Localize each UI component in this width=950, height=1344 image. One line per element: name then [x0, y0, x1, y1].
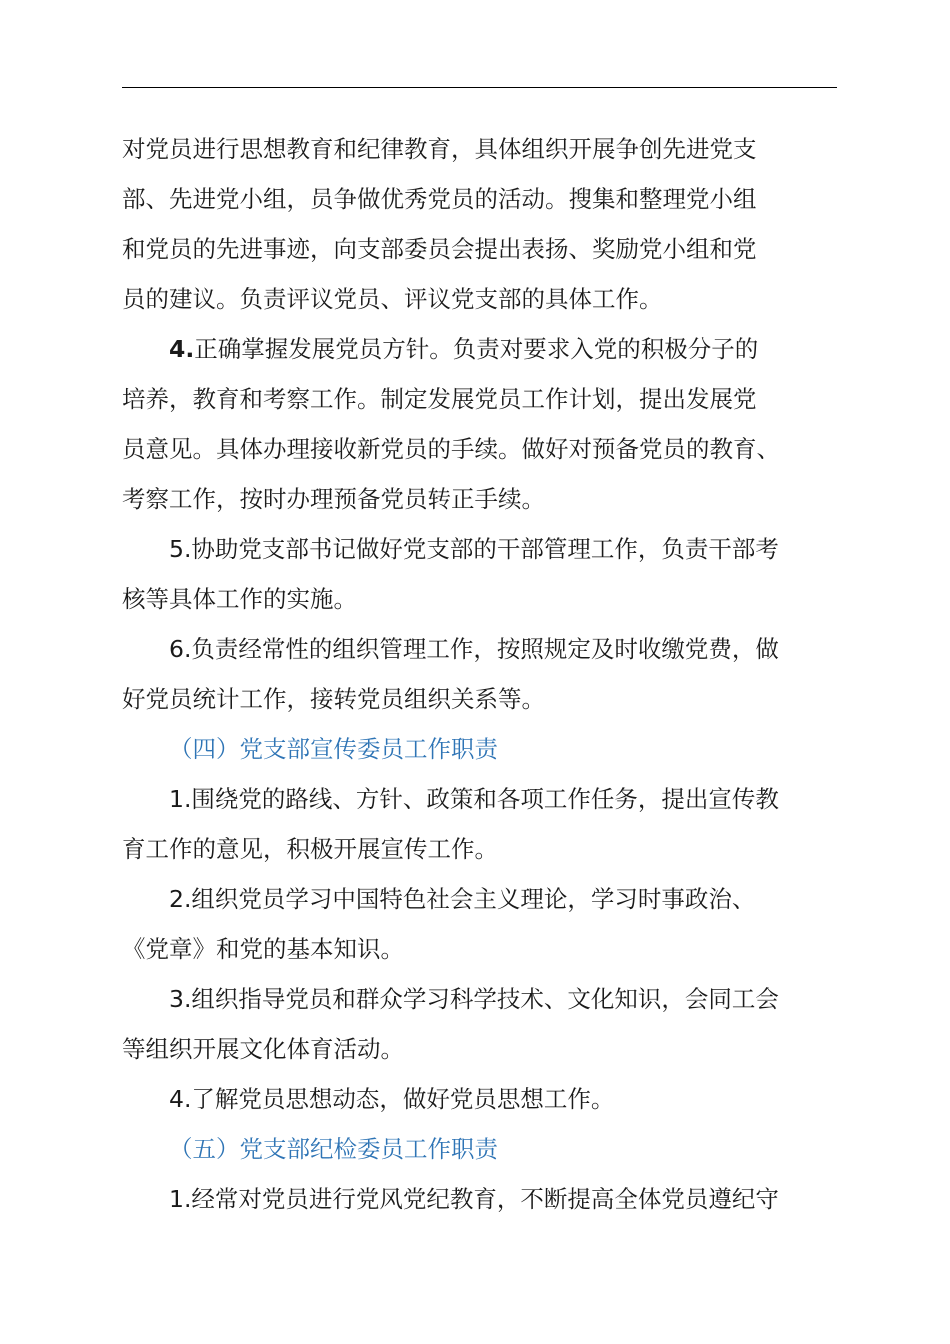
- paragraph-propaganda-3: [122, 974, 837, 1074]
- text-line: 《党章》和党的基本知识。: [122, 935, 404, 963]
- section-heading-5: [122, 1124, 837, 1174]
- paragraph-discipline-1: [122, 1174, 837, 1224]
- paragraph-propaganda-1: [122, 774, 837, 874]
- text-line: 对党员进行思想教育和纪律教育，具体组织开展争创先进党支: [122, 135, 757, 163]
- text-line: 1.经常对党员进行党风党纪教育，不断提高全体党员遵纪守: [169, 1185, 779, 1213]
- text-line: 考察工作，按时办理预备党员转正手续。: [122, 485, 545, 513]
- text-line: 员的建议。负责评议党员、评议党支部的具体工作。: [122, 285, 663, 313]
- text-line: 4.了解党员思想动态，做好党员思想工作。: [169, 1085, 615, 1113]
- text-line: 部、先进党小组，员争做优秀党员的活动。搜集和整理党小组: [122, 185, 757, 213]
- document-body: [122, 124, 837, 1224]
- paragraph-item-5: [122, 524, 837, 624]
- item-number: 4.: [169, 335, 195, 363]
- section-heading-4: [122, 724, 837, 774]
- text-line: 和党员的先进事迹，向支部委员会提出表扬、奖励党小组和党: [122, 235, 757, 263]
- text-line: 1.围绕党的路线、方针、政策和各项工作任务，提出宣传教: [169, 785, 779, 813]
- header-rule: [122, 87, 837, 88]
- paragraph-item-4: [122, 324, 837, 524]
- heading-text: （五）党支部纪检委员工作职责: [169, 1135, 498, 1163]
- text-line: 育工作的意见，积极开展宣传工作。: [122, 835, 498, 863]
- paragraph-1: [122, 124, 837, 324]
- heading-text: （四）党支部宣传委员工作职责: [169, 735, 498, 763]
- text-line: 培养，教育和考察工作。制定发展党员工作计划，提出发展党: [122, 385, 757, 413]
- text-line: 2.组织党员学习中国特色社会主义理论，学习时事政治、: [169, 885, 756, 913]
- text-line: 核等具体工作的实施。: [122, 585, 357, 613]
- text-line: 3.组织指导党员和群众学习科学技术、文化知识，会同工会: [169, 985, 779, 1013]
- item-text: 正确掌握发展党员方针。负责对要求入党的积极分子的: [194, 335, 759, 363]
- text-line: 6.负责经常性的组织管理工作，按照规定及时收缴党费，做: [169, 635, 779, 663]
- text-line: 好党员统计工作，接转党员组织关系等。: [122, 685, 545, 713]
- text-line: [122, 324, 837, 374]
- text-line: 员意见。具体办理接收新党员的手续。做好对预备党员的教育、: [122, 435, 780, 463]
- text-line: 5.协助党支部书记做好党支部的干部管理工作，负责干部考: [169, 535, 779, 563]
- paragraph-propaganda-4: [122, 1074, 837, 1124]
- paragraph-item-6: [122, 624, 837, 724]
- text-line: 等组织开展文化体育活动。: [122, 1035, 404, 1063]
- paragraph-propaganda-2: [122, 874, 837, 974]
